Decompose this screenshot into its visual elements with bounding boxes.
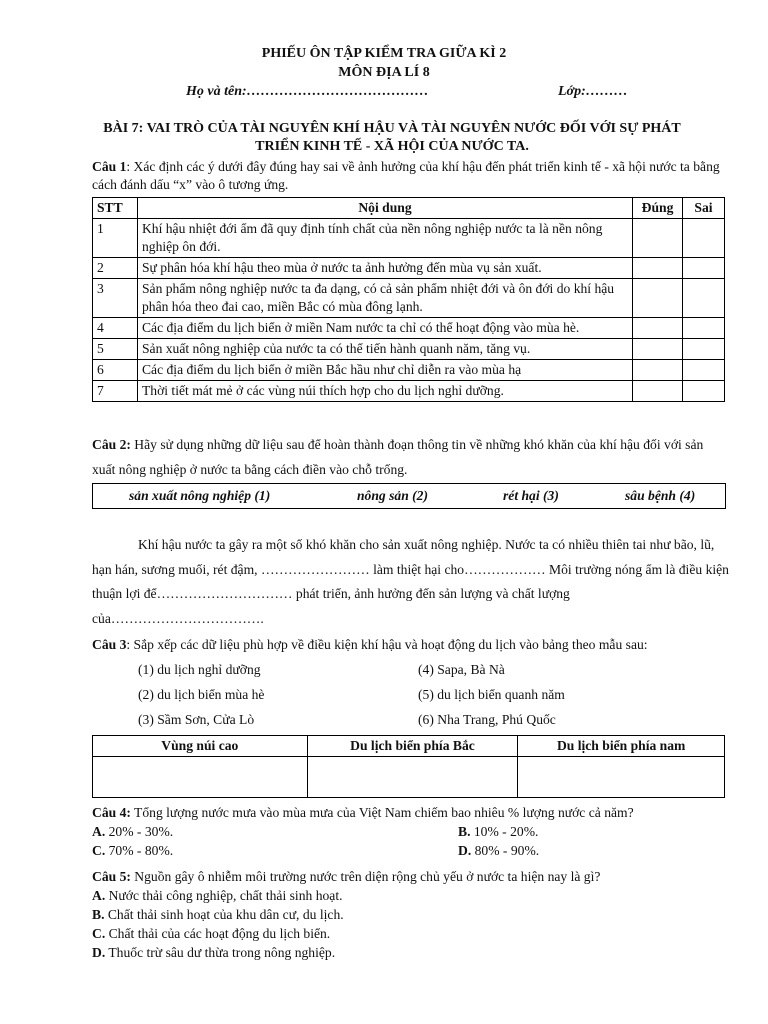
sort-item: (5) du lịch biển quanh năm [418, 687, 565, 702]
false-checkbox-cell[interactable] [683, 278, 725, 317]
worksheet-title: PHIẾU ÔN TẬP KIỂM TRA GIỮA KÌ 2 [261, 46, 507, 61]
student-class-field: Lớp:……… [558, 84, 628, 99]
option-key: D. [458, 843, 472, 858]
true-checkbox-cell[interactable] [633, 359, 683, 380]
true-checkbox-cell[interactable] [633, 317, 683, 338]
option-key: B. [92, 907, 105, 922]
table-row [93, 380, 725, 401]
table-row [93, 317, 725, 338]
word-bank-box [92, 483, 726, 509]
question-5-label: Câu 5: [92, 869, 131, 884]
sort-item: (2) du lịch biển mùa hè [138, 687, 265, 702]
option-text: 70% - 80%. [105, 843, 174, 858]
row-number: 6 [93, 359, 138, 380]
col-header-content: Nội dung [137, 198, 632, 219]
option-key: A. [92, 888, 106, 903]
student-name-field: Họ và tên:………………………………… [186, 84, 429, 99]
option-text: Chất thải của các hoạt động du lịch biển. [105, 926, 331, 941]
option-key: A. [92, 824, 106, 839]
row-number: 4 [93, 317, 138, 338]
row-number: 5 [93, 338, 138, 359]
option-text: Thuốc trừ sâu dư thừa trong nông nghiệp. [105, 945, 336, 960]
col-header-true: Đúng [633, 198, 683, 219]
true-checkbox-cell[interactable] [633, 278, 683, 317]
option-a[interactable] [92, 887, 343, 905]
answer-cell[interactable] [518, 756, 725, 797]
option-text: 10% - 20%. [470, 824, 539, 839]
true-checkbox-cell[interactable] [633, 257, 683, 278]
question-5-text: Nguồn gây ô nhiễm môi trường nước trên diện rộng chủ yếu ở nước ta hiện nay là gì? [130, 869, 601, 884]
question-3-text: : Sắp xếp các dữ liệu phù hợp về điều kiện khí hậu và hoạt động du lịch vào bảng theo mẫu sau: [126, 637, 648, 652]
table-row [93, 756, 725, 797]
true-checkbox-cell[interactable] [633, 338, 683, 359]
col-header-north-beach: Du lịch biển phía Bắc [307, 736, 518, 757]
question-1-label: Câu 1 [92, 159, 127, 174]
option-d[interactable] [92, 944, 335, 962]
sort-item: (1) du lịch nghỉ dưỡng [138, 662, 261, 677]
lesson-title-line-2: TRIỂN KINH TẾ - XÃ HỘI CỦA NƯỚC TA. [255, 139, 529, 154]
answer-cell[interactable] [307, 756, 518, 797]
question-4 [92, 804, 730, 822]
question-1 [92, 158, 730, 194]
lesson-title-line-1: BÀI 7: VAI TRÒ CỦA TÀI NGUYÊN KHÍ HẬU VÀ TÀI NGUYÊN NƯỚC ĐỐI VỚI SỰ PHÁT [103, 121, 681, 136]
false-checkbox-cell[interactable] [683, 338, 725, 359]
row-number: 7 [93, 380, 138, 401]
row-number: 2 [93, 257, 138, 278]
false-checkbox-cell[interactable] [683, 257, 725, 278]
col-header-false: Sai [683, 198, 725, 219]
option-key: D. [92, 945, 106, 960]
false-checkbox-cell[interactable] [683, 218, 725, 257]
option-text: Chất thải sinh hoạt của khu dân cư, du lịch. [104, 907, 344, 922]
option-c[interactable] [92, 925, 330, 943]
question-4-text: Tổng lượng nước mưa vào mùa mưa của Việt Nam chiếm bao nhiêu % lượng nước cả năm? [130, 805, 634, 820]
row-statement: Các địa điểm du lịch biển ở miền Nam nước ta chỉ có thể hoạt động vào mùa hè. [137, 317, 632, 338]
question-2-text: Hãy sử dụng những dữ liệu sau để hoàn thành đoạn thông tin về những khó khăn của khí hậu đối với sản xuất nông nghiệp ở nước ta bằng cách điền vào chỗ trống. [92, 437, 704, 477]
false-checkbox-cell[interactable] [683, 380, 725, 401]
true-checkbox-cell[interactable] [633, 218, 683, 257]
fill-in-paragraph [92, 533, 732, 631]
row-statement: Khí hậu nhiệt đới ẩm đã quy định tính chất của nền nông nghiệp nước ta là nền nông nghiệp ôn đới. [137, 218, 632, 257]
row-number: 1 [93, 218, 138, 257]
word-bank-item: sâu bệnh (4) [625, 488, 696, 503]
subject-title: MÔN ĐỊA LÍ 8 [338, 65, 430, 80]
option-b[interactable] [458, 823, 538, 841]
table-row [93, 257, 725, 278]
false-checkbox-cell[interactable] [683, 359, 725, 380]
table-row [93, 338, 725, 359]
option-d[interactable] [458, 842, 539, 860]
sort-item: (3) Sầm Sơn, Cửa Lò [138, 712, 255, 727]
question-3-table [92, 735, 725, 798]
table-row [93, 359, 725, 380]
option-text: 20% - 30%. [105, 824, 174, 839]
row-statement: Sản phẩm nông nghiệp nước ta đa dạng, có cả sản phẩm nhiệt đới và ôn đới do khí hậu phân hóa theo đai cao, miền Bắc có mùa đông lạnh. [137, 278, 632, 317]
row-statement: Thời tiết mát mẻ ở các vùng núi thích hợp cho du lịch nghỉ dưỡng. [137, 380, 632, 401]
question-2 [92, 432, 730, 482]
lesson-title [92, 120, 692, 156]
question-1-table [92, 197, 725, 402]
option-text: 80% - 90%. [471, 843, 540, 858]
option-key: B. [458, 824, 471, 839]
table-header-row [93, 736, 725, 757]
fill-in-text: Khí hậu nước ta gây ra một số khó khăn cho sản xuất nông nghiệp. Nước ta có nhiều thiên tai như bão, lũ, hạn hán, sương muối, rét đậm, …………………… làm thiệt hại cho……………… Môi trường nóng ẩm là điều kiện thuận lợi để………………………… phát triển, ảnh hưởng đến sản lượng và chất lượng của……………………………. [92, 537, 729, 626]
question-1-text: : Xác định các ý dưới đây đúng hay sai về ảnh hưởng của khí hậu đến phát triển kinh tế - xã hội nước ta bằng cách đánh dấu “x” vào ô tương ứng. [92, 159, 720, 192]
option-key: C. [92, 843, 106, 858]
worksheet-header [0, 44, 768, 82]
answer-cell[interactable] [93, 756, 308, 797]
row-statement: Sản xuất nông nghiệp của nước ta có thể tiến hành quanh năm, tăng vụ. [137, 338, 632, 359]
col-header-mountain: Vùng núi cao [93, 736, 308, 757]
sort-item: (4) Sapa, Bà Nà [418, 662, 505, 677]
col-header-south-beach: Du lịch biển phía nam [518, 736, 725, 757]
question-5 [92, 868, 730, 886]
true-checkbox-cell[interactable] [633, 380, 683, 401]
word-bank-item: sản xuất nông nghiệp (1) [129, 488, 271, 503]
question-2-label: Câu 2: [92, 437, 131, 452]
row-statement: Sự phân hóa khí hậu theo mùa ở nước ta ảnh hưởng đến mùa vụ sản xuất. [137, 257, 632, 278]
sort-item: (6) Nha Trang, Phú Quốc [418, 712, 556, 727]
option-text: Nước thải công nghiệp, chất thải sinh hoạt. [105, 888, 343, 903]
option-b[interactable] [92, 906, 344, 924]
col-header-stt: STT [93, 198, 138, 219]
question-3-label: Câu 3 [92, 637, 127, 652]
word-bank-item: rét hại (3) [503, 488, 559, 503]
question-3 [92, 636, 730, 654]
option-key: C. [92, 926, 106, 941]
table-header-row [93, 198, 725, 219]
table-row [93, 278, 725, 317]
table-row [93, 218, 725, 257]
option-a[interactable] [92, 823, 173, 841]
word-bank-item: nông sản (2) [357, 488, 429, 503]
option-c[interactable] [92, 842, 173, 860]
false-checkbox-cell[interactable] [683, 317, 725, 338]
row-statement: Các địa điểm du lịch biển ở miền Bắc hầu như chỉ diễn ra vào mùa hạ [137, 359, 632, 380]
question-4-label: Câu 4: [92, 805, 131, 820]
row-number: 3 [93, 278, 138, 317]
